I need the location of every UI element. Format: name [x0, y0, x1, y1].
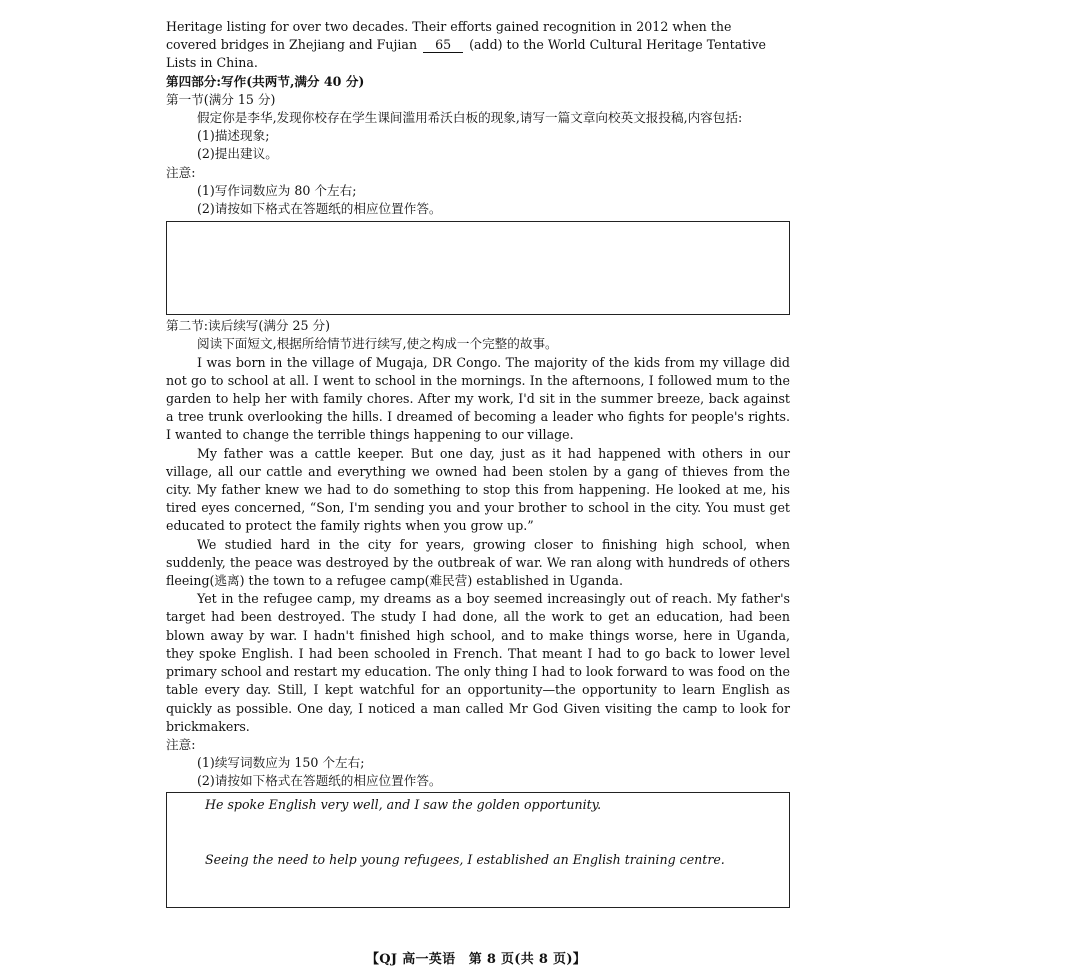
story-paragraph-4: Yet in the refugee camp, my dreams as a boy seemed increasingly out of reach. My father's target had been destroyed. The study I had done, all the work to get an education, had been blown away by war. I hadn't finished high school, and to make things worse, here in Uganda, they spoke English. I had been schooled in French. That meant I had to go back to lower level primary school and restart my education. The only thing I had to look forward to was food on the table every day. Still, I kept watchful for an opportunity—the opportunity to learn English as quickly as possible. One day, I noticed a man called Mr God Given visiting the camp to look for brickmakers. — [166, 591, 790, 734]
section2-title: 第二节:读后续写(满分 25 分) — [166, 318, 331, 334]
passage-tail-line-3: Lists in China. — [166, 55, 258, 71]
section2-note-label: 注意: — [166, 736, 196, 752]
section1-note-1: (1)写作词数应为 80 个左右; — [197, 182, 357, 198]
page-content — [166, 18, 790, 908]
story-paragraph-2: My father was a cattle keeper. But one day, just as it had happened with others in our village, all our cattle and everything we owned had been stolen by a gang of thieves from the city. My father knew we had to do something to stop this from happening. He looked at me, his tired eyes concerned, “Son, I'm sending you and your brother to school in the city. You must get educated to protect the family rights when you grow up.” — [166, 445, 790, 534]
section1-note-label: 注意: — [166, 164, 196, 180]
line-2-start: covered bridges in Zhejiang and Fujian — [166, 37, 418, 53]
continuation-sentence-2: Seeing the need to help young refugees, I established an English training centre. — [205, 851, 725, 867]
story-paragraph-1: I was born in the village of Mugaja, DR Congo. The majority of the kids from my village did not go to school at all. I went to school in the mornings. In the afternoons, I followed mum to the garden to help her with family chores. After my work, I'd sit in the summer breeze, back against a tree trunk overlooking the hills. I dreamed of becoming a leader who fights for people's rights. I wanted to change the terrible things happening to our village. — [166, 354, 790, 443]
continuation-sentence-1: He spoke English very well, and I saw the golden opportunity. — [205, 796, 602, 812]
section1-note-2: (2)请按如下格式在答题纸的相应位置作答。 — [197, 201, 442, 217]
passage-tail-line-1: Heritage listing for over two decades. Their efforts gained recognition in 2012 when the — [166, 19, 732, 34]
story-paragraph-3: We studied hard in the city for years, growing closer to finishing high school, when suddenly, the peace was destroyed by the outbreak of war. We ran along with hundreds of others fleeing(逃离) the town to a refugee camp(难民营) established in Uganda. — [166, 536, 790, 589]
section1-item-2: (2)提出建议。 — [197, 146, 278, 162]
section2-note-1: (1)续写词数应为 150 个左右; — [197, 755, 365, 771]
section2-note-2: (2)请按如下格式在答题纸的相应位置作答。 — [197, 773, 442, 789]
section2-instruction: 阅读下面短文,根据所给情节进行续写,使之构成一个完整的故事。 — [197, 336, 558, 352]
section1-answer-box — [166, 221, 790, 315]
blank-65: 65 — [423, 38, 463, 53]
section1-item-1: (1)描述现象; — [197, 128, 270, 144]
section2-answer-box — [166, 792, 790, 908]
section1-prompt: 假定你是李华,发现你校存在学生课间滥用希沃白板的现象,请写一篇文章向校英文报投稿,内容包括: — [197, 110, 743, 126]
page-footer: 【QJ 高一英语 第 8 页(共 8 页)】 — [366, 952, 587, 967]
line-2-end: (add) to the World Cultural Heritage Tentative — [469, 37, 766, 53]
section1-title: 第一节(满分 15 分) — [166, 91, 276, 107]
part4-title: 第四部分:写作(共两节,满分 40 分) — [166, 73, 365, 89]
passage-tail-line-2 — [166, 36, 790, 54]
